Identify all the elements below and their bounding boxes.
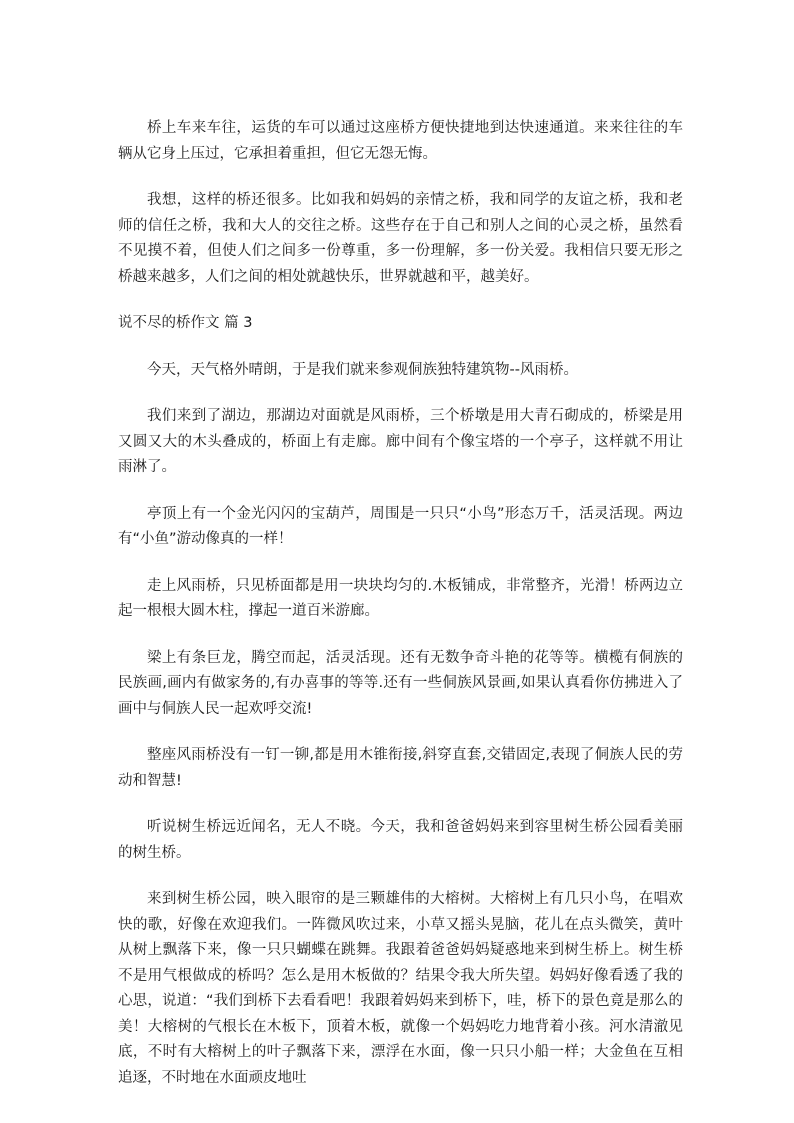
- paragraph: 来到树生桥公园，映入眼帘的是三颗雄伟的大榕树。大榕树上有几只小鸟，在唱欢快的歌，好像在欢迎我们。一阵微风吹过来，小草又摇头晃脑，花儿在点头微笑，黄叶从树上飘落下来，像一只只蝴蝶在跳舞。我跟着爸爸妈妈疑惑地来到树生桥上。树生桥不是用气根做成的桥吗？怎么是用木板做的？结果令我大所失望。妈妈好像看透了我的心思，说道：“我们到桥下去看看吧！我跟着妈妈来到桥下，哇，桥下的景色竟是那么的美！大榕树的气根长在木板下，顶着木板，就像一个妈妈吃力地背着小孩。河水清澈见底，不时有大榕树上的叶子飘落下来，漂浮在水面，像一只只小船一样；大金鱼在互相追逐，不时地在水面顽皮地吐: [118, 891, 683, 1086]
- paragraph: 今天，天气格外晴朗，于是我们就来参观侗族独特建筑物--风雨桥。: [147, 361, 578, 378]
- section-heading: 说不尽的桥作文 篇 3: [118, 315, 253, 331]
- paragraph: 走上风雨桥，只见桥面都是用一块块均匀的.木板铺成，非常整齐，光滑！桥两边立起一根根大圆木柱，撑起一道百米游廊。: [118, 577, 683, 619]
- paragraph: 梁上有条巨龙，腾空而起，活灵活现。还有无数争奇斗艳的花等等。横榄有侗族的民族画,画内有做家务的,有办喜事的等等.还有一些侗族风景画,如果认真看你仿拂进入了画中与侗族人民一起欢呼交流!: [118, 649, 683, 717]
- paragraph: 整座风雨桥没有一钉一铆,都是用木锥衔接,斜穿直套,交错固定,表现了侗族人民的劳动和智慧!: [118, 747, 683, 789]
- document-body: [118, 116, 683, 1112]
- paragraph: 桥上车来车往，运货的车可以通过这座桥方便快捷地到达快速通道。来来往往的车辆从它身上压过，它承担着重担，但它无怨无悔。: [118, 120, 683, 162]
- paragraph: 我们来到了湖边，那湖边对面就是风雨桥，三个桥墩是用大青石砌成的，桥梁是用又圆又大的木头叠成的，桥面上有走廊。廊中间有个像宝塔的一个亭子，这样就不用让雨淋了。: [118, 408, 683, 475]
- paragraph: 我想，这样的桥还很多。比如我和妈妈的亲情之桥，我和同学的友谊之桥，我和老师的信任之桥，我和大人的交往之桥。这些存在于自己和别人之间的心灵之桥，虽然看不见摸不着，但使人们之间多一份尊重，多一份理解，多一份关爱。我相信只要无形之桥越来越多，人们之间的相处就越快乐，世界就越和平，越美好。: [118, 192, 683, 285]
- paragraph: 亭顶上有一个金光闪闪的宝葫芦，周围是一只只“小鸟”形态万千，活灵活现。两边有“小鱼”游动像真的一样！: [118, 505, 683, 547]
- paragraph: 听说树生桥远近闻名，无人不晓。今天，我和爸爸妈妈来到容里树生桥公园看美丽的树生桥。: [118, 819, 683, 861]
